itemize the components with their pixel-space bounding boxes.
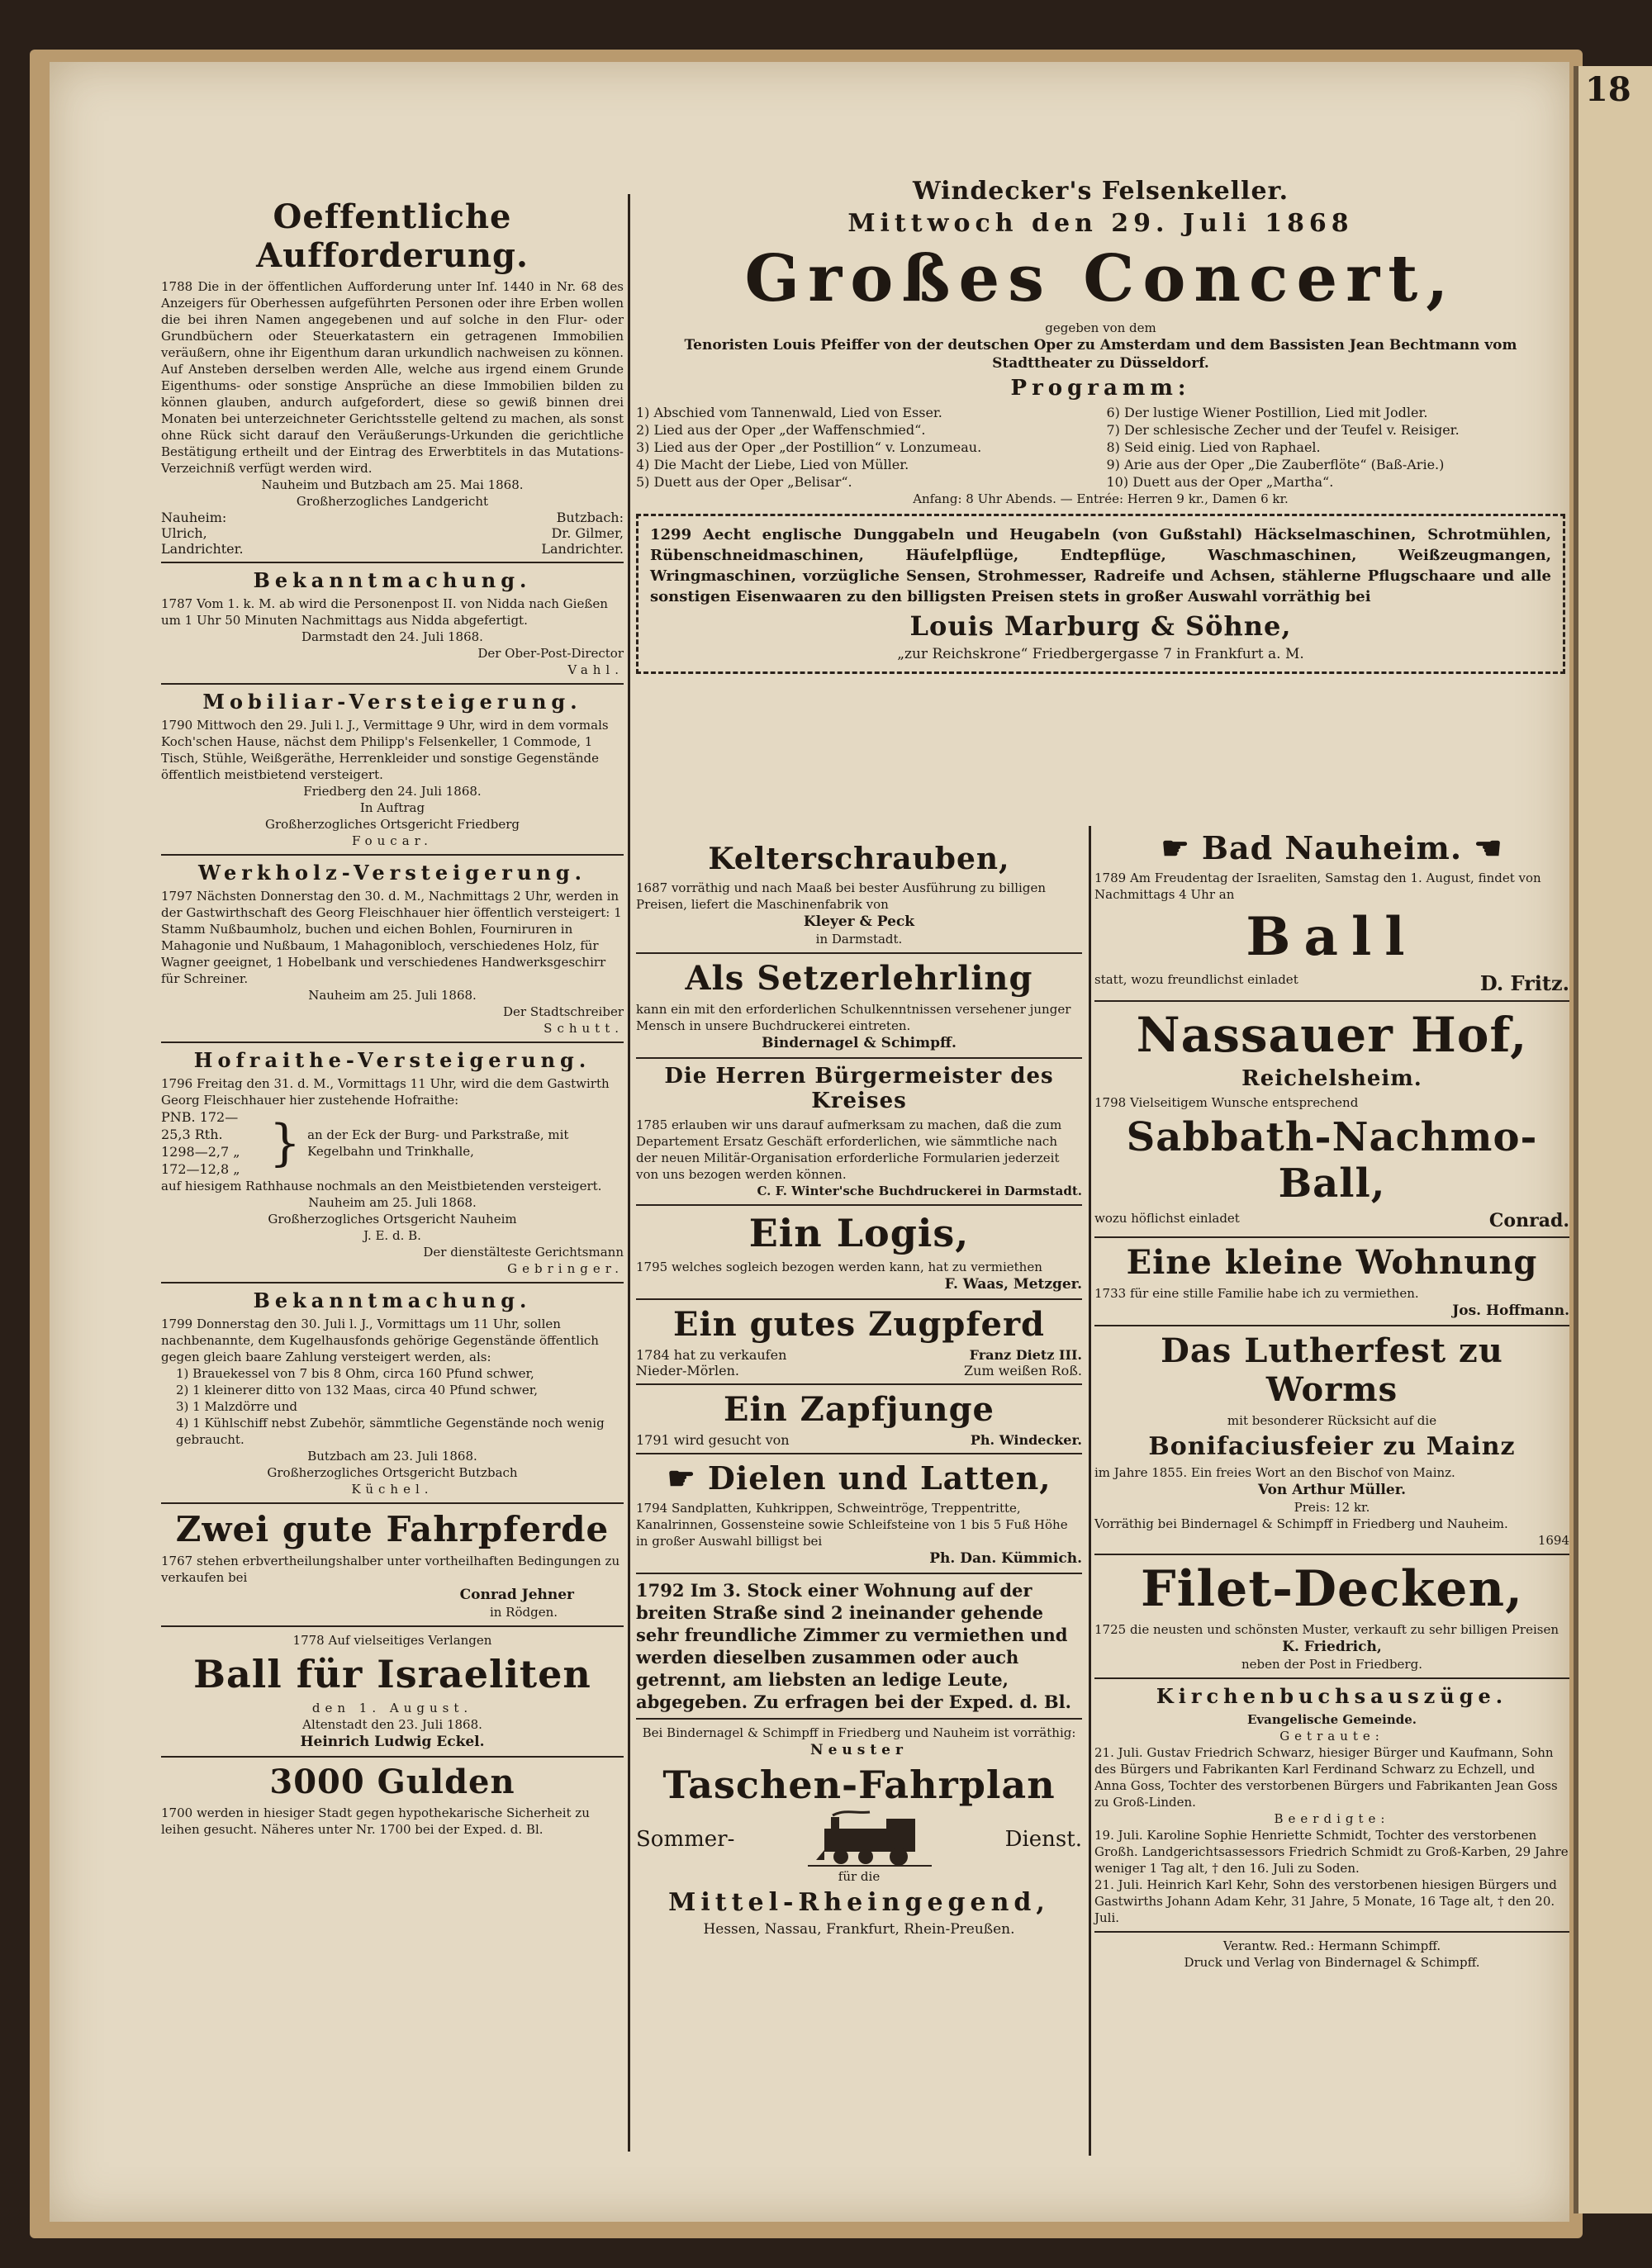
section-sub: Evangelische Gemeinde.	[1246, 1712, 1417, 1727]
ad-title-row	[636, 1459, 1082, 1497]
mobiliar-notice	[161, 690, 624, 849]
ad-place: Reichelsheim.	[1241, 1066, 1422, 1091]
notice-body: 1797 Nächsten Donnerstag den 30. d. M., Nachmittags 2 Uhr, werden in der Gastwirthschaft des Georg Fleischhauer hier öffentlich versteigert: 1 Stamm Nußbaumholz, buchen und eichen Bohlen, Fourniruren in Mahagonie und Nußbaum, 1 Mahagonibloch, verschiedenes Holz, für Wagner geeignet, 1 Hobelbank und verschiedenes Handwerksgeschirr für Schreiner.	[161, 889, 622, 986]
ad-event: Sabbath-Nachmo-Ball,	[1126, 1114, 1538, 1207]
program-list	[636, 404, 1565, 491]
brace-glyph: }	[268, 1114, 301, 1172]
list-item: 3) 1 Malzdörre und	[176, 1399, 298, 1414]
left-column	[161, 194, 624, 1838]
ad-fuer: für die	[838, 1869, 881, 1884]
dielen-ad	[636, 1459, 1082, 1568]
notice-court: Großherzogliches Landgericht	[296, 494, 489, 509]
signature-row	[161, 525, 624, 541]
ad-title: Taschen-Fahrplan	[662, 1763, 1056, 1807]
divider	[1094, 1000, 1569, 1002]
notice-title: Bekanntmachung.	[253, 1288, 532, 1312]
middle-column	[636, 838, 1082, 1938]
notice-date: Nauheim am 25. Juli 1868.	[308, 988, 477, 1003]
concert-admission: Anfang: 8 Uhr Abends. — Entrée: Herren 9 kr., Damen 6 kr.	[913, 491, 1289, 506]
ad-name: D. Fritz.	[1479, 971, 1569, 995]
ad-row	[636, 1432, 1082, 1448]
parcel-row: 172—12,8 „	[161, 1161, 240, 1177]
ad-sub: mit besonderer Rücksicht auf die	[1227, 1413, 1437, 1428]
ad-number: 1694	[1537, 1533, 1569, 1548]
place-a: Nauheim:	[161, 510, 227, 525]
notice-signature: Gebringer.	[507, 1261, 624, 1276]
ad-body: 1725 die neusten und schönsten Muster, verkauft zu sehr billigen Preisen	[1094, 1622, 1559, 1637]
ad-body: 1792 Im 3. Stock einer Wohnung auf der breiten Straße sind 2 ineinander gehende sehr freundliche Zimmer zu vermiethen und werden dieselben zusammen oder auch getrennt, am liebsten an ledige Leute, abgegeben. Zu erfragen bei der Exped. d. Bl.	[636, 1580, 1071, 1712]
ad-number: 1778	[292, 1633, 325, 1648]
notice-date: Nauheim am 25. Juli 1868.	[308, 1195, 477, 1210]
divider	[636, 1718, 1082, 1720]
ad-title: Ein Zapfjunge	[723, 1390, 995, 1429]
notice-court: Großherzogliches Ortsgericht Nauheim	[268, 1212, 517, 1227]
ad-intro	[161, 1632, 624, 1649]
ball-israeliten-ad	[161, 1632, 624, 1751]
werkholz-notice	[161, 861, 624, 1037]
ad-row	[636, 1363, 1082, 1378]
column-rule-right	[1089, 826, 1091, 2156]
ad-author: Von Arthur Müller.	[1257, 1482, 1407, 1498]
program-item: 9) Arie aus der Oper „Die Zauberflöte“ (Baß-Arie.)	[1106, 457, 1445, 472]
kirchenbuch	[1094, 1684, 1569, 1926]
program-item: 8) Seid einig. Lied von Raphael.	[1106, 439, 1321, 455]
ad-body: 1733 für eine stille Familie habe ich zu vermiethen.	[1094, 1286, 1419, 1301]
divider	[636, 1057, 1082, 1059]
program-item: 7) Der schlesische Zecher und der Teufel v. Reisiger.	[1106, 422, 1460, 438]
section-text: 19. Juli. Karoline Sophie Henriette Schmidt, Tochter des verstorbenen Großh. Landgerichtsassessors Friedrich Schmidt zu Groß-Karben, 29 Jahre weniger 1 Tag alt, † den 16. Juli zu Soden.	[1094, 1828, 1569, 1876]
ad-title: Das Lutherfest zu Worms	[1161, 1331, 1503, 1409]
role-b: Landrichter.	[541, 541, 624, 557]
divider	[1094, 1677, 1569, 1679]
signer-b: Dr. Gilmer,	[551, 525, 624, 541]
ad-date: den 1. August.	[311, 1701, 473, 1715]
program-left	[636, 404, 1095, 491]
section-heading: Getraute:	[1279, 1729, 1384, 1744]
ad-tail: wozu höflichst einladet	[1094, 1211, 1240, 1226]
divider	[161, 1282, 624, 1283]
notice-body: 1790 Mittwoch den 29. Juli l. J., Vermittage 9 Uhr, wird in dem vormals Koch'schen Hause, nächst dem Philipp's Felsenkeller, 1 Commode, 1 Tisch, Stühle, Weißgeräthe, Herrenkleider und sonstige Gegenstände öffentlich meistbietend versteigert.	[161, 718, 609, 782]
program-title: Programm:	[1010, 376, 1191, 401]
notice-title: Werkholz-Versteigerung.	[197, 861, 586, 885]
page-number: 18	[1585, 70, 1631, 109]
divider	[636, 1453, 1082, 1454]
ad-place: Nieder-Mörlen.	[636, 1363, 739, 1378]
ad-name: Conrad Jehner	[459, 1587, 574, 1603]
notice-signature: Küchel.	[351, 1482, 434, 1497]
imprint-printer: Druck und Verlag von Bindernagel & Schimpff.	[1184, 1955, 1480, 1970]
ad-row	[1094, 971, 1569, 995]
kleine-wohnung-ad	[1094, 1243, 1569, 1320]
notice-body: 1788 Die in der öffentlichen Aufforderung unter Inf. 1440 in Nr. 68 des Anzeigers für Oberhessen aufgeführten Personen oder ihre Erben wollen die bei ihren Namen angegebenen und auf solche in den Flur- oder Grundbüchern oder Steuerkatastern ein getragenen Immobilien veräußern, ohne ihr Eigenthum daran urkundlich nachweisen zu können. Auf Ansteben derselben werden Alle, welche aus irgend einem Grunde Eigenthums- oder sonstige Ansprüche an diese Immobilien bilden zu können glauben, andurch aufgefordert, diese so gewiß binnen drei Monaten bei unterzeichneter Gerichtsstelle geltend zu machen, als sonst ohne Rück sicht darauf den Veräußerungs-Urkunden die gerichtliche Bestätigung ertheilt und der Eintrag des Erwerbtitels in das Mutations-Verzeichniß verfügt werden wird.	[161, 279, 624, 476]
ad-avail: Vorräthig bei Bindernagel & Schimpff in Friedberg und Nauheim.	[1094, 1516, 1508, 1531]
concert-given-by: gegeben von dem	[1045, 320, 1156, 335]
ad-title: Nassauer Hof,	[1136, 1007, 1528, 1063]
bekanntmachung-post	[161, 568, 624, 678]
gulden-ad	[161, 1763, 624, 1838]
notice-title: Oeffentliche Aufforderung.	[256, 197, 529, 275]
section-heading: Beerdigte:	[1274, 1811, 1390, 1826]
notice-signature: Vahl.	[567, 662, 624, 677]
parcel-list	[161, 1108, 263, 1178]
nassauer-hof-ad	[1094, 1007, 1569, 1231]
ad-body: 1798 Vielseitigem Wunsche entsprechend	[1094, 1095, 1359, 1110]
bekanntmachung-kugelhaus	[161, 1288, 624, 1497]
item-list	[161, 1365, 624, 1448]
divider	[161, 1756, 624, 1758]
pointing-hand-icon: ☛	[667, 1459, 708, 1497]
ad-name: Conrad.	[1488, 1210, 1569, 1231]
hofraithe-notice	[161, 1048, 624, 1277]
program-item: 1) Abschied vom Tannenwald, Lied von Esser.	[636, 405, 942, 420]
ad-dateline: Altenstadt den 23. Juli 1868.	[302, 1717, 482, 1732]
zapfjunge-ad	[636, 1390, 1082, 1448]
program-item: 5) Duett aus der Oper „Belisar“.	[636, 474, 852, 490]
ad-body: 1299 Aecht englische Dunggabeln und Heugabeln (von Gußstahl) Häckselmaschinen, Schrotmühlen, Rübenschneidmaschinen, Häufelpflüge, Endtepflüge, Waschmaschinen, Weißzeugmangen, Wringmaschinen, vorzügliche Sensen, Strohmesser, Radreife und Achsen, stählerne Pflugschaare und alle sonstigen Eisenwaaren zu den billigsten Preisen stets in großer Auswahl vorräthig bei	[650, 526, 1551, 605]
right-column	[1094, 826, 1569, 1971]
ad-name: Jos. Hoffmann.	[1452, 1302, 1569, 1319]
divider	[161, 854, 624, 856]
fahrpferde-ad	[161, 1509, 624, 1620]
ad-neuster: Neuster	[810, 1742, 908, 1758]
ad-title: Filet-Decken,	[1141, 1560, 1523, 1618]
program-right	[1107, 404, 1566, 491]
fahrplan-ad	[636, 1725, 1082, 1938]
list-item: 1) Brauekessel von 7 bis 8 Ohm, circa 160 Pfund schwer,	[176, 1366, 534, 1381]
ad-right: Dienst.	[1004, 1827, 1082, 1852]
divider	[161, 1625, 624, 1627]
pointing-hand-icon: ☚	[1462, 829, 1503, 866]
ad-body: 1794 Sandplatten, Kuhkrippen, Schweintröge, Treppentritte, Kanalrinnen, Gossensteine sowie Schleifsteine von 1 bis 5 Fuß Höhe in großer Auswahl billigst bei	[636, 1501, 1068, 1549]
ad-row	[636, 1810, 1082, 1868]
program-item: 2) Lied aus der Oper „der Waffenschmied“.	[636, 422, 926, 438]
ad-body: 1795 welches sogleich bezogen werden kann, hat zu vermiethen	[636, 1260, 1042, 1274]
divider	[1094, 1931, 1569, 1933]
ad-title: Die Herren Bürgermeister des Kreises	[664, 1064, 1054, 1113]
notice-office: Der Stadtschreiber	[503, 1004, 624, 1019]
list-item: 4) 1 Kühlschiff nebst Zubehör, sämmtliche Gegenstände noch wenig gebraucht.	[176, 1416, 605, 1447]
parcel-row: PNB. 172—25,3 Rth.	[161, 1109, 239, 1142]
section-title: Kirchenbuchsauszüge.	[1156, 1684, 1508, 1708]
ad-row	[636, 1347, 1082, 1363]
ad-states: Hessen, Nassau, Frankfurt, Rhein-Preußen.	[703, 1921, 1015, 1938]
ad-name: Louis Marburg & Söhne,	[909, 610, 1292, 642]
notice-office: Der dienstälteste Gerichtsmann	[423, 1245, 624, 1260]
divider	[636, 1573, 1082, 1574]
wohnung-ad	[636, 1579, 1082, 1713]
ad-name: Ph. Dan. Kümmich.	[929, 1550, 1082, 1567]
notice-court: Großherzogliches Ortsgericht Friedberg	[264, 817, 520, 832]
ad-tail: statt, wozu freundlichst einladet	[1094, 972, 1298, 987]
ad-ball: Ball	[1246, 906, 1418, 968]
setzer-ad	[636, 959, 1082, 1052]
notice-title: Hofraithe-Versteigerung.	[193, 1048, 591, 1072]
ad-name: C. F. Winter'sche Buchdruckerei in Darmstadt.	[757, 1184, 1082, 1198]
divider	[1094, 1325, 1569, 1326]
ad-title: Ball für Israeliten	[193, 1652, 591, 1696]
divider	[1094, 1236, 1569, 1238]
notice-date: Butzbach am 23. Juli 1868.	[307, 1449, 477, 1464]
notice-body: 1787 Vom 1. k. M. ab wird die Personenpost II. von Nidda nach Gießen um 1 Uhr 50 Minuten Nachmittags aus Nidda abgefertigt.	[161, 596, 608, 628]
concert-performers: Tenoristen Louis Pfeiffer von der deutschen Oper zu Amsterdam und dem Bassisten Jean Bechtmann vom Stadttheater zu Düsseldorf.	[684, 337, 1517, 372]
aufforderung-notice	[161, 197, 624, 557]
divider	[161, 1041, 624, 1043]
ad-name: Bindernagel & Schimpff.	[762, 1035, 957, 1051]
ad-body: 1785 erlauben wir uns darauf aufmerksam zu machen, daß die zum Departement Ersatz Geschäft erforderlichen, wie sämmtliche nach der neuen Militär-Organisation erforderliche Formularien jederzeit von uns bezogen werden können.	[636, 1117, 1062, 1182]
kelter-ad	[636, 842, 1082, 947]
concert-venue: Windecker's Felsenkeller.	[912, 177, 1289, 206]
ad-left: Sommer-	[636, 1827, 735, 1852]
ad-body: 1767 stehen erbvertheilungshalber unter vortheilhaften Bedingungen zu verkaufen bei	[161, 1554, 620, 1585]
place-b: Butzbach:	[556, 510, 624, 525]
notice-office: Der Ober-Post-Director	[477, 646, 624, 661]
buergermeister-ad	[636, 1064, 1082, 1199]
notice-body: auf hiesigem Rathhause nochmals an den Meistbietenden versteigert.	[161, 1179, 602, 1193]
ad-name: F. Waas, Metzger.	[944, 1276, 1082, 1293]
notice-abbr: J. E. d. B.	[363, 1228, 421, 1243]
notice-office: In Auftrag	[359, 800, 425, 815]
signature-row	[161, 510, 624, 525]
section-text: 21. Juli. Gustav Friedrich Schwarz, hiesiger Bürger und Kaufmann, Sohn des Bürgers und Fabrikanten Karl Ferdinand Schwarz zu Echzell, und Anna Goss, Tochter des verstorbenen Bürgers und Fabrikanten Jean Goss zu Groß-Linden.	[1094, 1745, 1558, 1810]
ad-title: Ein gutes Zugpferd	[672, 1305, 1046, 1344]
signature-row	[161, 541, 624, 557]
notice-court: Großherzogliches Ortsgericht Butzbach	[267, 1465, 518, 1480]
notice-date: Nauheim und Butzbach am 25. Mai 1868.	[261, 477, 524, 492]
notice-date: Darmstadt den 24. Juli 1868.	[301, 629, 483, 644]
program-item: 3) Lied aus der Oper „der Postillion“ v. Lonzumeau.	[636, 439, 982, 455]
ad-title-row	[1094, 829, 1569, 866]
parcel-location: an der Eck der Burg- und Parkstraße, mit Kegelbahn und Trinkhalle,	[307, 1127, 569, 1159]
divider	[161, 1502, 624, 1504]
notice-signature: Schutt.	[544, 1021, 624, 1036]
lutherfest-ad	[1094, 1331, 1569, 1549]
ad-body: 1784 hat zu verkaufen	[636, 1347, 787, 1363]
ad-name: Ph. Windecker.	[970, 1432, 1082, 1448]
ad-name: Heinrich Ludwig Eckel.	[300, 1734, 485, 1750]
section-text: 21. Juli. Heinrich Karl Kehr, Sohn des verstorbenen hiesigen Bürgers und Gastwirths Johann Adam Kehr, 31 Jahre, 5 Monate, 16 Tage alt, † den 20. Juli.	[1094, 1877, 1557, 1925]
logis-ad	[636, 1211, 1082, 1293]
pointing-hand-icon: ☛	[1161, 829, 1202, 866]
ad-place: neben der Post in Friedberg.	[1241, 1657, 1422, 1672]
program-item: 6) Der lustige Wiener Postillion, Lied mit Jodler.	[1106, 405, 1428, 420]
ad-name: Kleyer & Peck	[803, 913, 915, 930]
divider	[1094, 1554, 1569, 1555]
role-a: Landrichter.	[161, 541, 244, 557]
divider	[636, 1204, 1082, 1206]
parcel-block	[161, 1108, 624, 1178]
ad-title: Als Setzerlehrling	[685, 959, 1033, 998]
divider	[636, 1298, 1082, 1300]
ad-title: 3000 Gulden	[269, 1763, 515, 1801]
notice-body: 1796 Freitag den 31. d. M., Vormittags 11 Uhr, wird die dem Gastwirth Georg Fleischhauer hier zustehende Hofraithe:	[161, 1076, 610, 1108]
ad-place: in Darmstadt.	[815, 932, 903, 947]
locomotive-icon	[808, 1810, 932, 1868]
imprint-editor: Verantw. Red.: Hermann Schimpff.	[1222, 1938, 1441, 1953]
bad-nauheim-ad	[1094, 829, 1569, 995]
ad-price: Preis: 12 kr.	[1294, 1500, 1370, 1515]
ad-body: im Jahre 1855. Ein freies Wort an den Bischof von Mainz.	[1094, 1465, 1455, 1480]
ad-title: Zwei gute Fahrpferde	[175, 1509, 610, 1549]
imprint	[1094, 1938, 1569, 1971]
ad-title: Bad Nauheim.	[1201, 829, 1463, 866]
notice-body: 1799 Donnerstag den 30. Juli l. J., Vormittags um 11 Uhr, sollen nachbenannte, dem Kugelhausfonds gehörige Gegenstände öffentlich gegen gleich baare Zahlung versteigert werden, als:	[161, 1317, 599, 1364]
notice-title: Bekanntmachung.	[253, 568, 532, 592]
ad-row	[1094, 1210, 1569, 1231]
ad-address: „zur Reichskrone“ Friedbergergasse 7 in Frankfurt a. M.	[897, 646, 1304, 662]
divider	[161, 683, 624, 685]
notice-title: Mobiliar-Versteigerung.	[202, 690, 582, 714]
ad-body: 1700 werden in hiesiger Stadt gegen hypothekarische Sicherheit zu leihen gesucht. Näheres unter Nr. 1700 bei der Exped. d. Bl.	[161, 1805, 590, 1837]
ad-region: Mittel-Rheingegend,	[668, 1888, 1050, 1917]
parcel-row: 1298—2,7 „	[161, 1144, 240, 1160]
ad-name: K. Friedrich,	[1282, 1639, 1382, 1655]
next-page-edge	[1574, 66, 1652, 2213]
ad-body: kann ein mit den erforderlichen Schulkenntnissen versehener junger Mensch in unsere Buchdruckerei eintreten.	[636, 1002, 1071, 1033]
concert-ad	[636, 173, 1565, 681]
ad-body: 1789 Am Freudentag der Israeliten, Samstag den 1. August, findet von Nachmittags 4 Uhr an	[1094, 871, 1541, 902]
concert-date: Mittwoch den 29. Juli 1868	[847, 209, 1354, 238]
notice-signature: Foucar.	[352, 833, 433, 848]
ad-place: Zum weißen Roß.	[964, 1363, 1082, 1378]
divider	[636, 1383, 1082, 1385]
divider	[636, 952, 1082, 954]
ad-name: Franz Dietz III.	[969, 1347, 1082, 1363]
ad-place: in Rödgen.	[489, 1605, 558, 1620]
program-item: 10) Duett aus der Oper „Martha“.	[1106, 474, 1334, 490]
ad-pretext: Auf vielseitiges Verlangen	[328, 1633, 492, 1648]
ad-title: Ein Logis,	[748, 1211, 970, 1255]
ad-intro: Bei Bindernagel & Schimpff in Friedberg und Nauheim ist vorräthig:	[642, 1725, 1076, 1740]
notice-date: Friedberg den 24. Juli 1868.	[303, 784, 482, 799]
list-item: 2) 1 kleinerer ditto von 132 Maas, circa 40 Pfund schwer,	[176, 1383, 539, 1397]
ad-title: Dielen und Latten,	[707, 1459, 1051, 1497]
column-rule-left	[628, 194, 630, 2152]
ad-event: Bonifaciusfeier zu Mainz	[1148, 1432, 1516, 1461]
ad-title: Kelterschrauben,	[708, 842, 1010, 876]
filet-ad	[1094, 1560, 1569, 1673]
program-item: 4) Die Macht der Liebe, Lied von Müller.	[636, 457, 909, 472]
signer-a: Ulrich,	[161, 525, 207, 541]
ad-body: 1687 vorräthig und nach Maaß bei bester Ausführung zu billigen Preisen, liefert die Maschinenfabrik von	[636, 880, 1046, 912]
zugpferd-ad	[636, 1305, 1082, 1378]
ad-title: Eine kleine Wohnung	[1126, 1243, 1538, 1282]
concert-title: Großes Concert,	[744, 241, 1457, 316]
ad-body: 1791 wird gesucht von	[636, 1432, 790, 1448]
divider	[161, 562, 624, 563]
marburg-ad	[636, 514, 1565, 674]
